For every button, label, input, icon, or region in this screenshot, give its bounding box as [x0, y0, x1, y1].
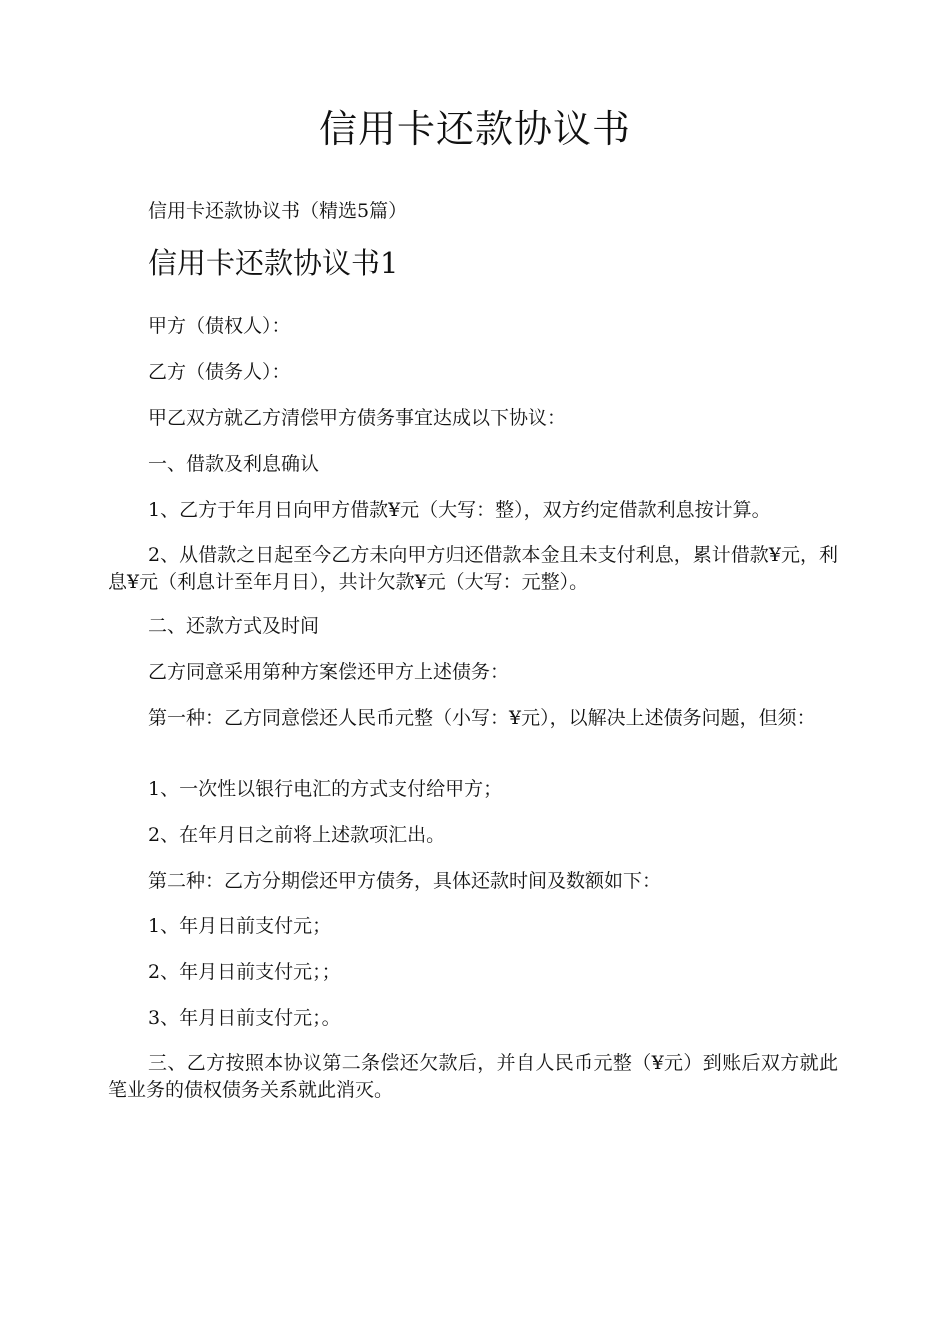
- party-b-line: 乙方（债务人）：: [148, 361, 291, 383]
- clause-1-item-2: 2、从借款之日起至今乙方未向甲方归还借款本金且未支付利息，累计借款¥元，利息¥元（利息计至年月日），共计欠款¥元（大写：元整）。: [108, 544, 838, 593]
- agreement-intro: 甲乙双方就乙方清偿甲方债务事宜达成以下协议：: [148, 407, 567, 429]
- document-title: 信用卡还款协议书: [318, 107, 631, 151]
- clause-2-intro: 乙方同意采用第种方案偿还甲方上述债务：: [148, 661, 510, 683]
- clause-1-heading: 一、借款及利息确认: [148, 453, 320, 475]
- option-2-item-1: 1、年月日前支付元；: [148, 915, 332, 937]
- option-1-item-2: 2、在年月日之前将上述款项汇出。: [148, 824, 446, 846]
- option-2-text: 第二种：乙方分期偿还甲方债务，具体还款时间及数额如下：: [148, 870, 662, 892]
- clause-3-text: 三、乙方按照本协议第二条偿还欠款后，并自人民币元整（¥元）到账后双方就此笔业务的债权债务关系就此消灭。: [108, 1052, 838, 1101]
- document-subtitle: 信用卡还款协议书（精选5篇）: [148, 200, 408, 222]
- clause-1-item-1: 1、乙方于年月日向甲方借款¥元（大写：整），双方约定借款利息按计算。: [148, 499, 771, 521]
- option-2-item-3: 3、年月日前支付元；。: [148, 1007, 341, 1029]
- section-heading: 信用卡还款协议书1: [148, 246, 399, 280]
- option-2-item-2: 2、年月日前支付元；；: [148, 961, 341, 983]
- option-1-item-1: 1、一次性以银行电汇的方式支付给甲方；: [148, 778, 503, 800]
- clause-2-heading: 二、还款方式及时间: [148, 615, 320, 637]
- option-1-text: 第一种：乙方同意偿还人民币元整（小写：¥元），以解决上述债务问题，但须：: [148, 707, 816, 729]
- party-a-line: 甲方（债权人）：: [148, 315, 291, 337]
